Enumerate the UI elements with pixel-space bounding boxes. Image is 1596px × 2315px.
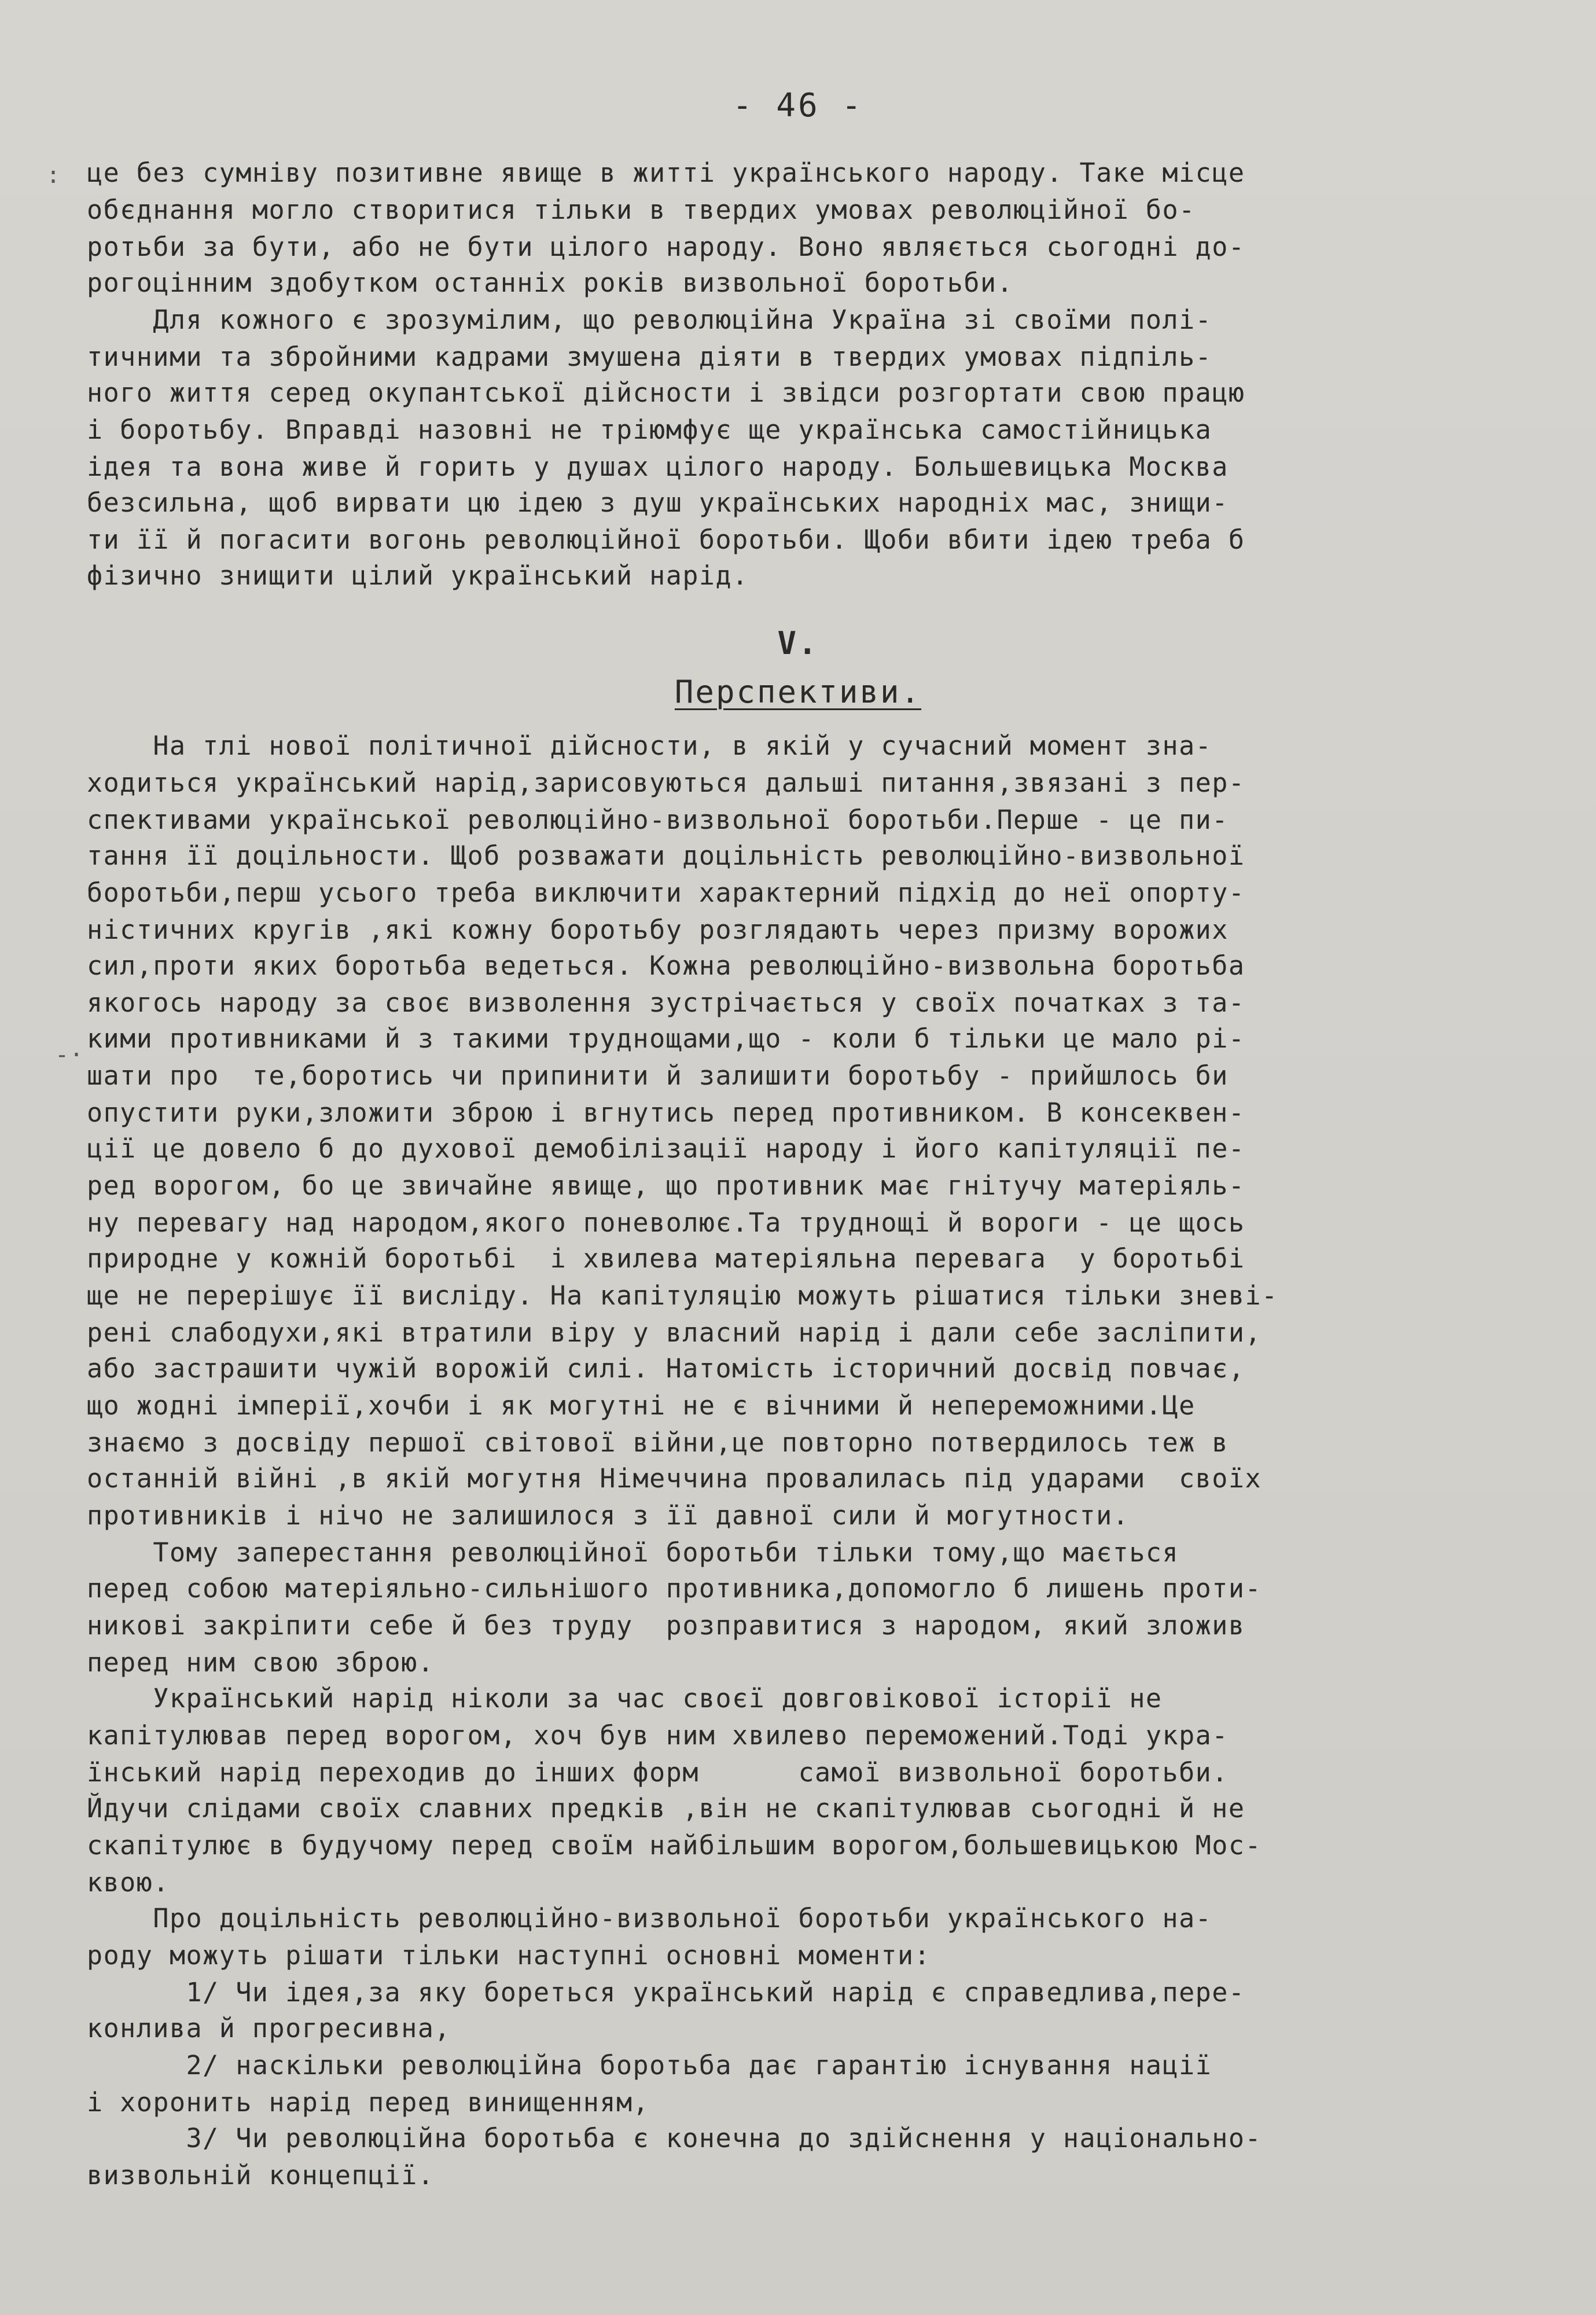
text-line: рогоцінним здобутком останніх років визвольної боротьби.	[87, 267, 1014, 298]
text-line: ходиться український нарід,зарисовуються дальші питання,звязані з пер-	[87, 767, 1245, 798]
text-line: рені слабодухи,які втратили віру у власний нарід і дали себе засліпити,	[87, 1317, 1262, 1348]
margin-mark: :	[46, 162, 61, 189]
text-line: ще не перерішує її висліду. На капітуляцію можуть рішатися тільки зневі-	[87, 1280, 1278, 1311]
text-line: фізично знищити цілий український нарід.	[87, 560, 749, 591]
text-line: тання її доцільности. Щоб розважати доцільність революційно-визвольної	[87, 840, 1245, 871]
text-line: ністичних кругів ,які кожну боротьбу розглядають через призму ворожих	[87, 914, 1229, 945]
text-line: Про доцільність революційно-визвольної боротьби українського на-	[87, 1903, 1212, 1934]
text-line: квою.	[87, 1867, 170, 1898]
text-line: якогось народу за своє визволення зустрічається у своїх початках з та-	[87, 987, 1245, 1018]
text-line: ти її й погасити вогонь революційної боротьби. Щоби вбити ідею треба б	[87, 524, 1245, 555]
page-number: - 46 -	[732, 87, 864, 124]
text-line: На тлі нової політичної дійсности, в якій у сучасний момент зна-	[87, 730, 1212, 761]
text-line: ну перевагу над народом,якого поневолює.Та труднощі й вороги - це щось	[87, 1207, 1245, 1238]
text-line: це без сумніву позитивне явище в житті українського народу. Таке місце	[87, 157, 1245, 188]
text-line: 3/ Чи революційна боротьба є конечна до здійснення у національно-	[87, 2123, 1262, 2154]
text-line: сил,проти яких боротьба ведеться. Кожна революційно-визвольна боротьба	[87, 950, 1245, 981]
text-line: їнський нарід переходив до інших форм самої визвольної боротьби.	[87, 1757, 1229, 1788]
text-line: Тому заперестання революційної боротьби тільки тому,що мається	[87, 1537, 1179, 1568]
text-line: визвольній концепції.	[87, 2160, 435, 2191]
text-line: 1/ Чи ідея,за яку бореться український нарід є справедлива,пере-	[87, 1977, 1245, 2008]
text-line: конлива й прогресивна,	[87, 2013, 451, 2044]
text-line: обєднання могло створитися тільки в твердих умовах революційної бо-	[87, 194, 1196, 225]
text-line: Йдучи слідами своїх славних предків ,він не скапітулював сьогодні й не	[87, 1793, 1245, 1824]
text-line: роду можуть рішати тільки наступні основні моменти:	[87, 1940, 931, 1971]
text-line: або застрашити чужій ворожій силі. Натомість історичний досвід повчає,	[87, 1353, 1245, 1384]
text-line: перед собою матеріяльно-сильнішого противника,допомогло б лишень проти-	[87, 1573, 1262, 1604]
text-line: ред ворогом, бо це звичайне явище, що противник має гнітучу матеріяль-	[87, 1170, 1245, 1201]
text-line: і боротьбу. Вправді назовні не тріюмфує ще українська самостійницька	[87, 414, 1212, 445]
text-line: ротьби за бути, або не бути цілого народу. Воно являється сьогодні до-	[87, 232, 1245, 262]
text-line: 2/ наскільки революційна боротьба дає гарантію існування нації	[87, 2050, 1212, 2081]
margin-mark: -	[55, 1042, 69, 1068]
text-line: капітулював перед ворогом, хоч був ним хвилево переможений.Тоді укра-	[87, 1720, 1229, 1751]
section-numeral: V.	[777, 625, 819, 662]
section-title: Перспективи.	[674, 674, 922, 710]
text-line: тичними та збройними кадрами змушена діяти в твердих умовах підпіль-	[87, 341, 1212, 372]
text-line: скапітулює в будучому перед своїм найбільшим ворогом,большевицькою Мос-	[87, 1830, 1262, 1861]
text-line: ції це довело б до духової демобілізації народу і його капітуляції пе-	[87, 1133, 1245, 1164]
text-line: перед ним свою зброю.	[87, 1647, 435, 1678]
text-line: природне у кожній боротьбі і хвилева матеріяльна перевага у боротьбі	[87, 1243, 1245, 1274]
margin-mark: ·	[69, 1042, 84, 1068]
text-line: ного життя серед окупантської дійсности і звідси розгортати свою працю	[87, 377, 1245, 408]
text-line: кими противниками й з такими труднощами,що - коли б тільки це мало рі-	[87, 1023, 1245, 1054]
text-line: Для кожного є зрозумілим, що революційна Україна зі своїми полі-	[87, 304, 1212, 335]
text-line: Український нарід ніколи за час своєї довговікової історії не	[87, 1683, 1163, 1714]
text-line: противників і нічо не залишилося з її давної сили й могутности.	[87, 1500, 1130, 1531]
text-line: спективами української революційно-визвольної боротьби.Перше - це пи-	[87, 804, 1229, 835]
text-line: знаємо з досвіду першої світової війни,це повторно потвердилось теж в	[87, 1427, 1229, 1458]
text-line: опустити руки,зложити зброю і вгнутись перед противником. В консеквен-	[87, 1097, 1245, 1128]
text-line: останній війні ,в якій могутня Німеччина провалилась під ударами своїх	[87, 1463, 1262, 1494]
text-line: що жодні імперії,хочби і як могутні не є вічними й непереможними.Це	[87, 1390, 1196, 1421]
text-line: боротьби,перш усього треба виключити характерний підхід до неї опорту-	[87, 877, 1245, 908]
text-line: безсильна, щоб вирвати цю ідею з душ українських народніх мас, знищи-	[87, 487, 1229, 518]
text-line: никові закріпити себе й без труду розправитися з народом, який зложив	[87, 1610, 1245, 1641]
text-line: ідея та вона живе й горить у душах цілого народу. Большевицька Москва	[87, 451, 1229, 482]
text-line: шати про те,боротись чи припинити й залишити боротьбу - прийшлось би	[87, 1060, 1229, 1091]
text-line: і хоронить нарід перед винищенням,	[87, 2087, 650, 2118]
